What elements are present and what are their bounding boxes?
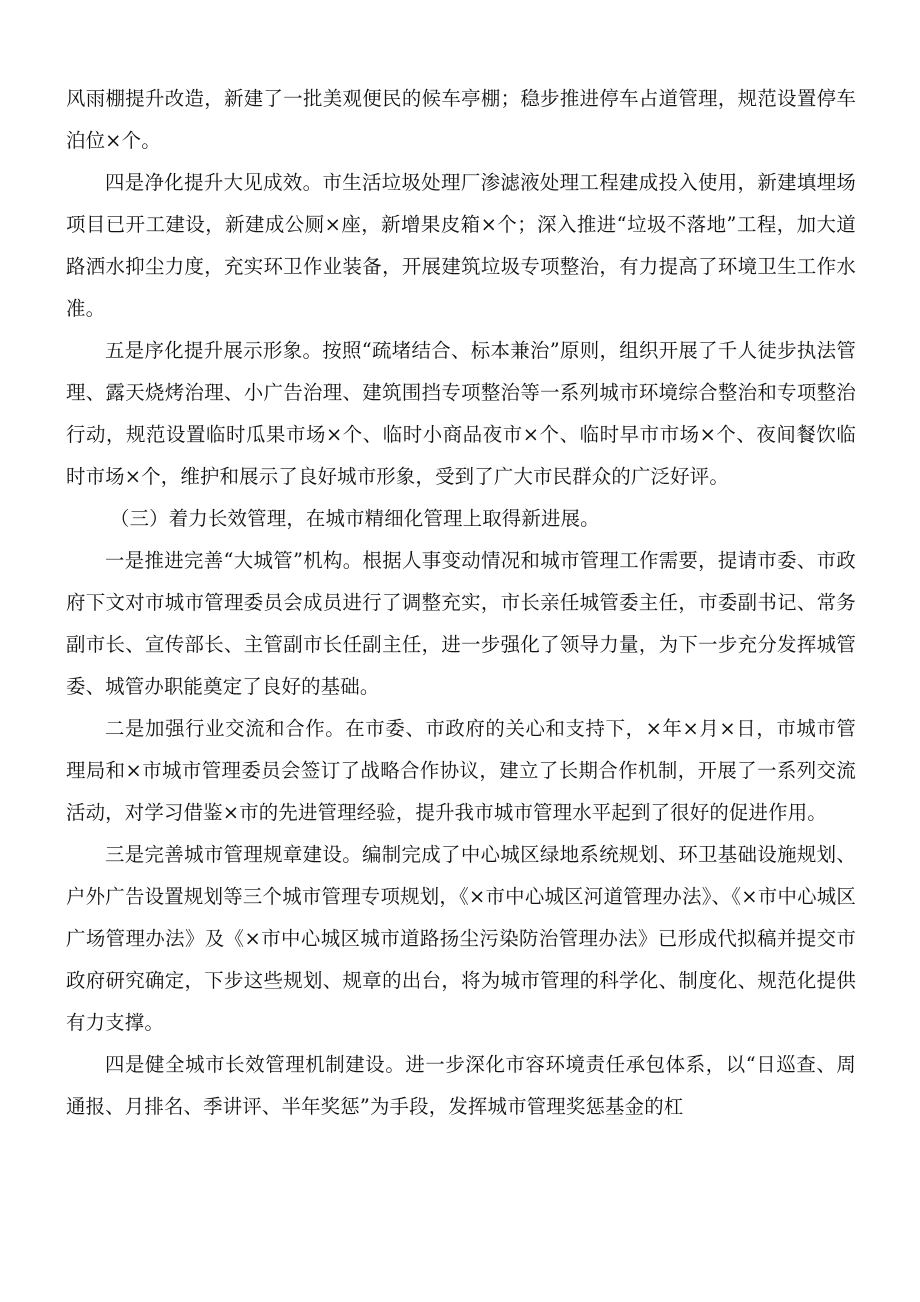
paragraph-purify-upgrade: 四是净化提升大见成效。市生活垃圾处理厂渗滤液处理工程建成投入使用，新建填埋场项目已开工建设，新建成公厕×座，新增果皮箱×个；深入推进“垃圾不落地”工程，加大道路洒水抑尘力度，充实环卫作业装备，开展建筑垃圾专项整治，有力提高了环境卫生工作水准。 — [66, 171, 856, 320]
paragraph-long-term-mechanism: 四是健全城市长效管理机制建设。进一步深化市容环境责任承包体系，以“日巡查、周通报、月排名、季讲评、半年奖惩”为手段，发挥城市管理奖惩基金的杠 — [66, 1053, 856, 1118]
document-page — [66, 78, 856, 1128]
paragraph-continued: 风雨棚提升改造，新建了一批美观便民的候车亭棚；稳步推进停车占道管理，规范设置停车泊位×个。 — [66, 87, 856, 152]
paragraph-big-urban-management: 一是推进完善“大城管”机构。根据人事变动情况和城市管理工作需要，提请市委、市政府下文对市城市管理委员会成员进行了调整充实，市长亲任城管委主任，市委副书记、常务副市长、宣传部长、主管副市长任副主任，进一步强化了领导力量，为下一步充分发挥城管委、城管办职能奠定了良好的基础。 — [66, 549, 856, 698]
paragraph-industry-exchange: 二是加强行业交流和合作。在市委、市政府的关心和支持下，×年×月×日，市城市管理局和×市城市管理委员会签订了战略合作协议，建立了长期合作机制，开展了一系列交流活动，对学习借鉴×市的先进管理经验，提升我市城市管理水平起到了很好的促进作用。 — [66, 717, 856, 824]
paragraph-regulation-building: 三是完善城市管理规章建设。编制完成了中心城区绿地系统规划、环卫基础设施规划、户外广告设置规划等三个城市管理专项规划，《×市中心城区河道管理办法》、《×市中心城区广场管理办法》及《×市中心城区城市道路扬尘污染防治管理办法》已形成代拟稿并提交市政府研究确定，下步这些规划、规章的出台，将为城市管理的科学化、制度化、规范化提供有力支撑。 — [66, 843, 856, 1034]
section-heading: （三）着力长效管理，在城市精细化管理上取得新进展。 — [110, 507, 600, 530]
paragraph-order-upgrade: 五是序化提升展示形象。按照“疏堵结合、标本兼治”原则，组织开展了千人徒步执法管理、露天烧烤治理、小广告治理、建筑围挡专项整治等一系列城市环境综合整治和专项整治行动，规范设置临时瓜果市场×个、临时小商品夜市×个、临时早市市场×个、夜间餐饮临时市场×个，维护和展示了良好城市形象，受到了广大市民群众的广泛好评。 — [66, 339, 856, 488]
